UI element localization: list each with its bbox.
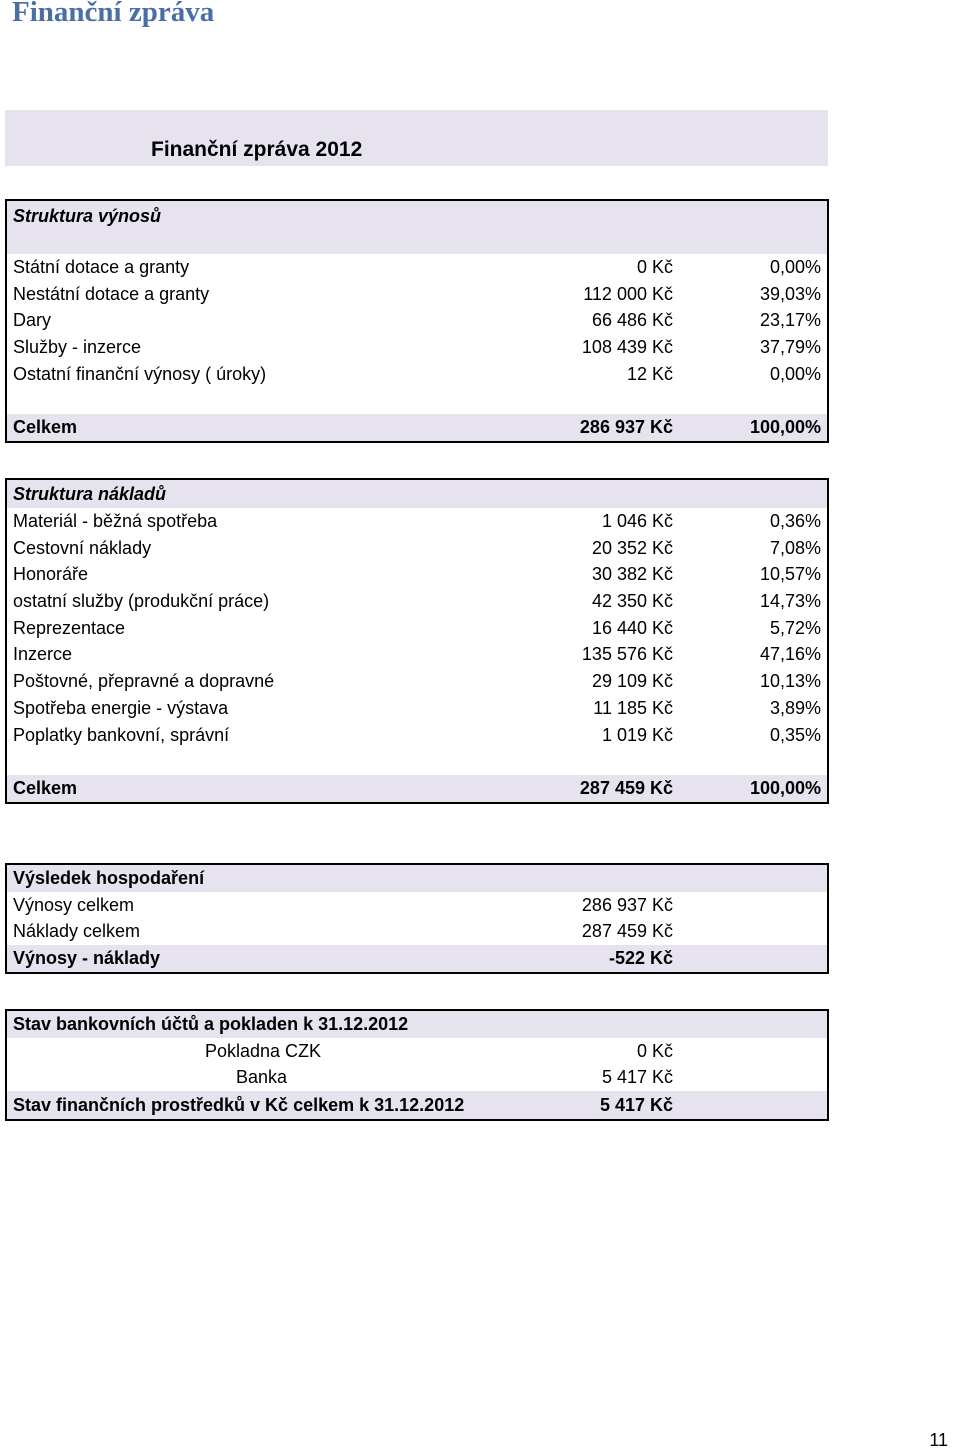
- total-percent: 100,00%: [749, 417, 821, 438]
- total-percent: 100,00%: [749, 777, 821, 798]
- row-label: Ostatní finanční výnosy ( úroky): [13, 363, 267, 384]
- row-percent: 7,08%: [769, 537, 821, 558]
- total-label: Celkem: [13, 777, 78, 798]
- table-row: [7, 561, 827, 588]
- row-percent: 39,03%: [759, 283, 821, 304]
- row-label: Státní dotace a granty: [13, 257, 190, 277]
- bank-heading-row: [7, 1011, 827, 1038]
- cost-total-row: [7, 775, 827, 802]
- row-label: Nestátní dotace a granty: [13, 283, 210, 304]
- row-label: Dary: [13, 310, 52, 331]
- row-label: Náklady celkem: [13, 921, 141, 942]
- row-amount: 0 Kč: [636, 257, 673, 277]
- table-row: [7, 254, 827, 281]
- table-row: [7, 334, 827, 361]
- row-percent: 10,57%: [759, 564, 821, 585]
- row-amount: 5 417 Kč: [601, 1067, 673, 1088]
- row-amount: 66 486 Kč: [591, 310, 673, 331]
- total-label: Výnosy - náklady: [13, 948, 161, 969]
- total-amount: 286 937 Kč: [579, 417, 673, 438]
- row-label: Pokladna CZK: [205, 1040, 322, 1061]
- revenue-total-row: [7, 414, 827, 441]
- row-label: Banka: [236, 1067, 288, 1088]
- table-row: [7, 668, 827, 695]
- report-title: Finanční zpráva 2012: [151, 138, 363, 161]
- result-heading: Výsledek hospodaření: [13, 868, 205, 888]
- row-amount: 12 Kč: [626, 363, 673, 384]
- page-title: Finanční zpráva: [12, 0, 215, 28]
- report-title-band: [5, 110, 828, 166]
- row-amount: 286 937 Kč: [581, 894, 673, 915]
- revenue-heading-row: [7, 201, 827, 254]
- row-percent: 3,89%: [769, 697, 821, 718]
- total-amount: 287 459 Kč: [579, 777, 673, 798]
- row-percent: 0,00%: [769, 363, 821, 384]
- row-percent: 37,79%: [759, 337, 821, 358]
- row-label: Služby - inzerce: [13, 337, 142, 358]
- row-amount: 1 019 Kč: [601, 724, 673, 745]
- table-row: [7, 892, 827, 919]
- row-amount: 112 000 Kč: [583, 283, 673, 304]
- table-row: [7, 1064, 827, 1091]
- row-percent: 5,72%: [769, 617, 821, 638]
- bank-total-row: [7, 1091, 827, 1119]
- table-row: [7, 918, 827, 945]
- row-amount: 30 382 Kč: [591, 564, 673, 585]
- row-label: Cestovní náklady: [13, 537, 152, 558]
- result-total-row: [7, 945, 827, 972]
- row-percent: 14,73%: [759, 591, 821, 612]
- total-label: Celkem: [13, 417, 78, 438]
- row-amount: 42 350 Kč: [591, 591, 673, 612]
- row-label: Výnosy celkem: [13, 894, 135, 915]
- row-label: Materiál - běžná spotřeba: [13, 511, 218, 531]
- spacer: [7, 387, 827, 414]
- row-amount: 108 439 Kč: [581, 337, 673, 358]
- row-amount: 16 440 Kč: [591, 617, 673, 638]
- row-percent: 10,13%: [759, 671, 821, 692]
- row-amount: 0 Kč: [636, 1040, 673, 1061]
- table-row: [7, 1038, 827, 1065]
- total-label: Stav finančních prostředků v Kč celkem k 31.12.2012: [13, 1095, 465, 1116]
- row-percent: 0,00%: [769, 257, 821, 277]
- row-amount: 1 046 Kč: [601, 511, 673, 531]
- cost-heading: Struktura nákladů: [13, 484, 167, 504]
- table-row: [7, 641, 827, 668]
- table-row: [7, 508, 827, 535]
- row-amount: 29 109 Kč: [591, 671, 673, 692]
- row-amount: 11 185 Kč: [593, 697, 673, 718]
- row-label: Poplatky bankovní, správní: [13, 724, 230, 745]
- table-row: [7, 307, 827, 334]
- row-amount: 135 576 Kč: [581, 644, 673, 665]
- revenue-heading: Struktura výnosů: [13, 206, 162, 226]
- total-amount: -522 Kč: [608, 948, 673, 969]
- row-percent: 23,17%: [759, 310, 821, 331]
- table-row: [7, 615, 827, 642]
- table-row: [7, 361, 827, 388]
- table-row: [7, 722, 827, 749]
- page-number: 11: [929, 1430, 948, 1450]
- row-percent: 0,35%: [769, 724, 821, 745]
- spacer: [7, 748, 827, 775]
- result-heading-row: [7, 865, 827, 892]
- row-label: Spotřeba energie - výstava: [13, 697, 229, 718]
- row-label: Reprezentace: [13, 617, 126, 638]
- row-amount: 287 459 Kč: [581, 921, 673, 942]
- row-label: Honoráře: [13, 564, 89, 585]
- table-row: [7, 535, 827, 562]
- table-row: [7, 281, 827, 308]
- total-amount: 5 417 Kč: [599, 1095, 673, 1116]
- row-label: ostatní služby (produkční práce): [13, 591, 270, 612]
- revenue-section: [5, 199, 829, 443]
- bank-heading: Stav bankovních účtů a pokladen k 31.12.2012: [13, 1014, 409, 1034]
- result-section: [5, 863, 829, 974]
- cost-heading-row: [7, 480, 827, 508]
- row-label: Inzerce: [13, 644, 73, 665]
- row-percent: 47,16%: [759, 644, 821, 665]
- table-row: [7, 588, 827, 615]
- row-label: Poštovné, přepravné a dopravné: [13, 671, 275, 692]
- cost-section: [5, 478, 829, 804]
- row-percent: 0,36%: [769, 511, 821, 531]
- bank-section: [5, 1009, 829, 1121]
- table-row: [7, 695, 827, 722]
- row-amount: 20 352 Kč: [591, 537, 673, 558]
